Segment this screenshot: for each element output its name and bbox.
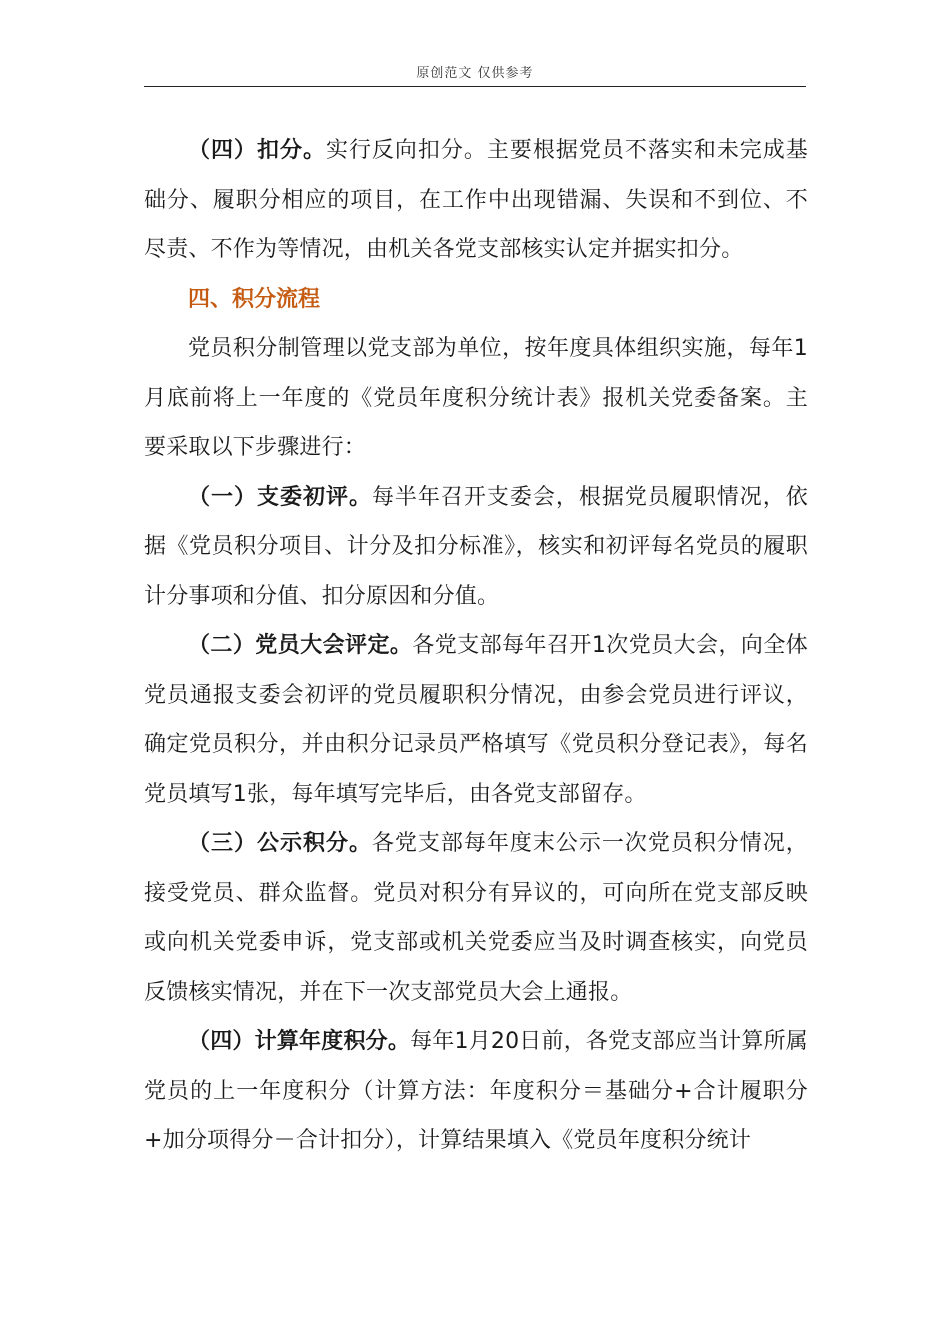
paragraph-text: 实行反向扣分。主要根据党员不落实和未完成基础分、履职分相应的项目，在工作中出现错漏、失误和不到位、不尽责、不作为等情况，由机关各党支部核实认定并据实扣分。 [144,138,808,262]
paragraph-lead: （四）计算年度积分。 [188,1029,411,1054]
paragraph-text: 各党支部每年召开1次党员大会，向全体党员通报支委会初评的党员履职积分情况，由参会党员进行评议，确定党员积分，并由积分记录员严格填写《党员积分登记表》，每名党员填写1张，每年填写完毕后，由各党支部留存。 [144,633,808,807]
paragraph-lead: （二）党员大会评定。 [188,633,413,658]
paragraph-step-3 [144,819,808,1017]
paragraph-step-4 [144,1017,808,1166]
paragraph-text: 每半年召开支委会，根据党员履职情况，依据《党员积分项目、计分及扣分标准》，核实和初评每名党员的履职计分事项和分值、扣分原因和分值。 [144,484,808,609]
paragraph-step-2 [144,621,808,819]
paragraph-lead: （三）公示积分。 [188,831,372,856]
paragraph-intro [144,324,808,473]
section-heading: 四、积分流程 [188,286,321,312]
paragraph-text: 各党支部每年度末公示一次党员积分情况，接受党员、群众监督。党员对积分有异议的，可向所在党支部反映或向机关党委申诉，党支部或机关党委应当及时调查核实，向党员反馈核实情况，并在下一次支部党员大会上通报。 [144,831,808,1005]
paragraph-text: 每年1月20日前，各党支部应当计算所属党员的上一年度积分（计算方法：年度积分＝基础分+合计履职分+加分项得分－合计扣分），计算结果填入《党员年度积分统计 [144,1029,808,1153]
paragraph-text: 党员积分制管理以党支部为单位，按年度具体组织实施，每年1月底前将上一年度的《党员年度积分统计表》报机关党委备案。主要采取以下步骤进行： [144,336,808,460]
paragraph-lead: （四）扣分。 [188,138,326,163]
page-header: 原创范文 仅供参考 [416,66,534,81]
document-body [144,126,808,1166]
paragraph-deduction [144,126,808,275]
header-rule [144,86,806,87]
paragraph-step-1 [144,473,808,622]
paragraph-lead: （一）支委初评。 [188,484,372,510]
